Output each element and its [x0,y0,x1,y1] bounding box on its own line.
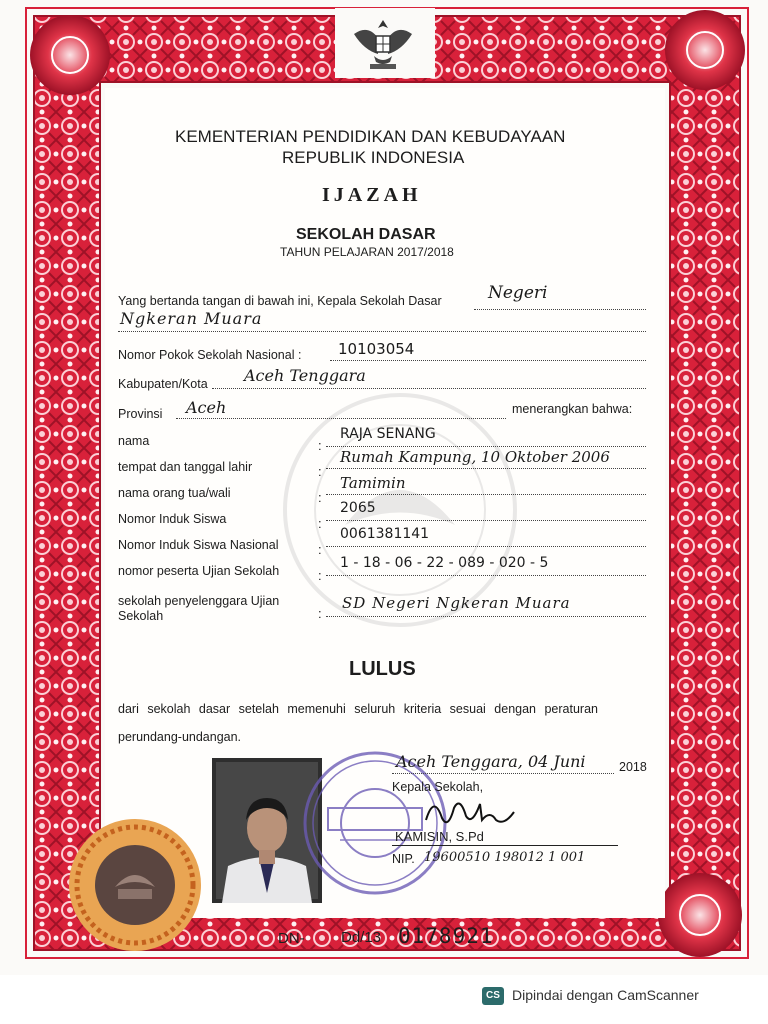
garuda-pancasila-emblem-icon [350,14,416,74]
dotted-line [392,773,614,774]
dotted-line [326,616,646,617]
dotted-line [326,520,646,521]
result-statement-1: dari sekolah dasar setelah memenuhi seluruh kriteria sesuai dengan peraturan [118,702,598,716]
exam-school-colon: : [318,606,322,621]
student-field-value: 1 - 18 - 06 - 22 - 089 - 020 - 5 [340,555,549,571]
dotted-line [330,360,646,361]
dotted-line [326,446,646,447]
corner-rosette-icon [30,15,110,95]
npsn-label: Nomor Pokok Sekolah Nasional : [118,348,302,362]
corner-rosette-icon [658,873,742,957]
dotted-line [326,546,646,547]
nip-value: 19600510 198012 1 001 [424,850,586,865]
student-field-value: Rumah Kampung, 10 Oktober 2006 [340,448,610,466]
result-statement-2: perundang-undangan. [118,730,242,744]
exam-school-label-1: sekolah penyelenggara Ujian [118,594,280,608]
student-field-colon: : [318,516,322,531]
dotted-line [326,468,646,469]
corner-rosette-icon [665,10,745,90]
student-field-colon: : [318,542,322,557]
camscanner-logo-icon: CS [482,987,504,1005]
document-title: IJAZAH [322,184,422,206]
student-field-colon: : [318,568,322,583]
student-field-value: Tamimin [340,474,406,492]
signature-underline [392,845,618,846]
exam-school-label-2: Sekolah [118,609,164,623]
signature-year: 2018 [619,760,647,774]
student-field-label: nomor peserta Ujian Sekolah [118,564,280,578]
gold-seal-icon [60,815,210,955]
dotted-line [326,575,646,576]
republic-heading: REPUBLIK INDONESIA [282,148,465,167]
intro-label: Yang bertanda tangan di bawah ini, Kepala Sekolah Dasar [118,294,442,308]
student-field-label: nama [118,434,150,448]
dotted-line [176,418,506,419]
dotted-line [326,494,646,495]
kabupaten-label: Kabupaten/Kota [118,377,208,391]
scanner-text: Dipindai dengan CamScanner [512,987,699,1003]
student-field-label: tempat dan tanggal lahir [118,460,253,474]
provinsi-value: Aceh [186,398,227,417]
npsn-value: 10103054 [338,340,415,358]
student-field-colon: : [318,464,322,479]
handwritten-signature [420,790,520,834]
student-field-colon: : [318,438,322,453]
serial-code: Dd/13 [341,929,382,946]
provinsi-label: Provinsi [118,407,163,421]
dotted-line [212,388,646,389]
school-name-handwritten-2: Ngkeran Muara [120,309,263,328]
exam-school-value: SD Negeri Ngkeran Muara [342,594,571,612]
signature-role: Kepala Sekolah, [392,780,484,794]
principal-name: KAMISIN, S.Pd [395,829,484,844]
dotted-line [474,309,646,310]
serial-number: 0178921 [398,924,494,948]
academic-year: TAHUN PELAJARAN 2017/2018 [280,245,454,259]
declares-label: menerangkan bahwa: [512,402,633,416]
nip-label: NIP. [392,852,415,866]
school-level-heading: SEKOLAH DASAR [296,226,436,243]
serial-prefix: DN- [278,930,305,947]
student-field-label: nama orang tua/wali [118,486,231,500]
ministry-heading: KEMENTERIAN PENDIDIKAN DAN KEBUDAYAAN [175,127,566,146]
student-field-value: RAJA SENANG [340,426,436,442]
school-name-handwritten-1: Negeri [488,283,548,303]
kabupaten-value: Aceh Tenggara [244,366,366,385]
student-field-colon: : [318,490,322,505]
signature-place-date: Aceh Tenggara, 04 Juni [396,752,586,771]
dotted-line [118,331,646,332]
student-field-value: 2065 [340,500,376,516]
student-field-label: Nomor Induk Siswa [118,512,227,526]
student-field-label: Nomor Induk Siswa Nasional [118,538,279,552]
result-status: LULUS [349,658,416,680]
scanner-footer [482,987,699,1005]
student-field-value: 0061381141 [340,526,430,542]
